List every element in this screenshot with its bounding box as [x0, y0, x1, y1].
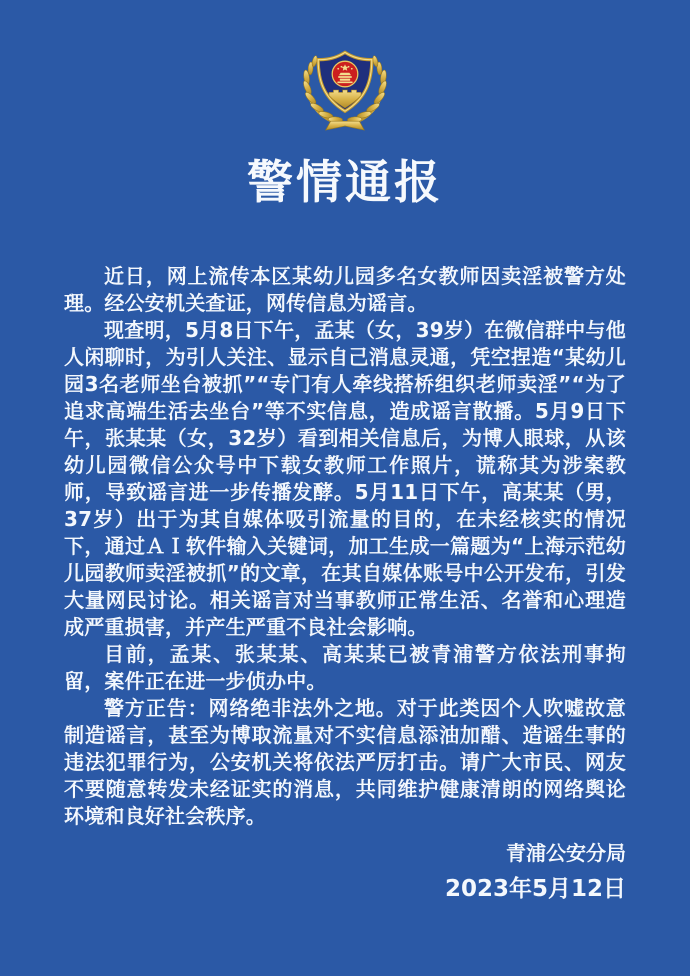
page-title: 警情通报	[247, 155, 443, 209]
issuer-name: 青浦公安分局	[506, 841, 626, 865]
notice-paragraph: 警方正告：网络绝非法外之地。对于此类因个人吹嘘故意制造谣言，甚至为博取流量对不实信息添油加醋、造谣生事的违法犯罪行为，公安机关将依法严厉打击。请广大市民、网友不要随意转发未经证实的消息，共同维护健康清朗的网络舆论环境和良好社会秩序。	[64, 696, 626, 828]
notice-paragraph: 现查明，5月8日下午，孟某（女，39岁）在微信群中与他人闲聊时，为引人关注、显示自己消息灵通，凭空捏造“某幼儿园3名老师坐台被抓”“专门有人牵线搭桥组织老师卖淫”“为了追求高端生活去坐台”等不实信息，造成谣言散播。5月9日下午，张某某（女，32岁）看到相关信息后，为博人眼球，从该幼儿园微信公众号中下载女教师工作照片，谎称其为涉案教师，导致谣言进一步传播发酵。5月11日下午，高某某（男，37岁）出于为其自媒体吸引流量的目的，在未经核实的情况下，通过ＡＩ软件输入关键词，加工生成一篇题为“上海示范幼儿园教师卖淫被抓”的文章，在其自媒体账号中公开发布，引发大量网民讨论。相关谣言对当事教师正常生活、名誉和心理造成严重损害，并产生严重不良社会影响。	[64, 318, 626, 639]
notice-paragraph: 目前，孟某、张某某、高某某已被青浦警方依法刑事拘留，案件正在进一步侦办中。	[64, 642, 626, 693]
signature-block	[445, 840, 626, 903]
notice-body	[64, 263, 626, 830]
police-emblem-icon	[297, 45, 393, 135]
issue-date: 2023年5月12日	[444, 876, 626, 902]
notice-paragraph: 近日，网上流传本区某幼儿园多名女教师因卖淫被警方处理。经公安机关查证，网传信息为谣言。	[64, 264, 626, 315]
